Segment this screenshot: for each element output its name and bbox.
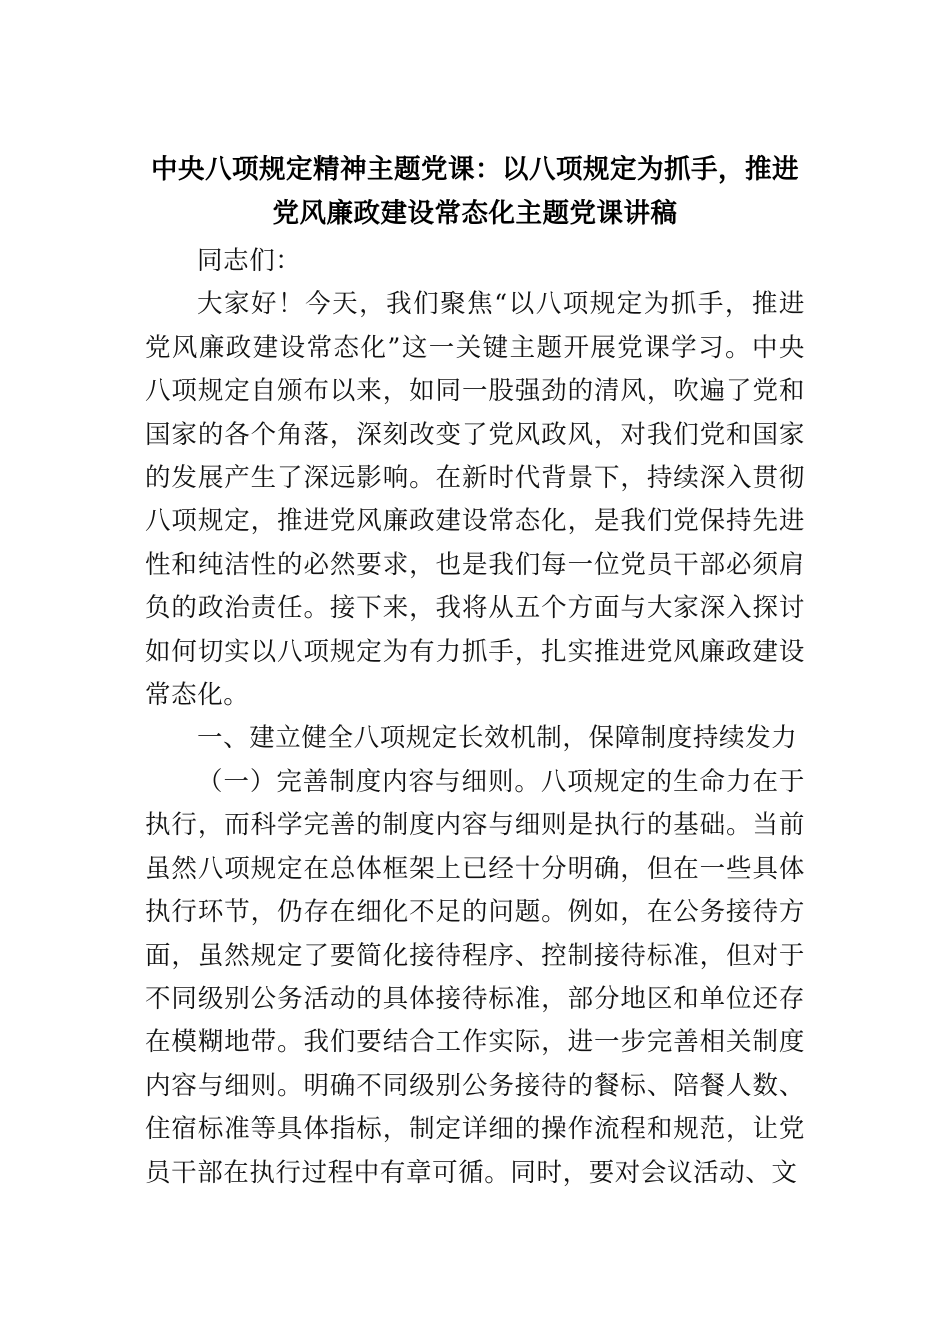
section-heading: 一、建立健全八项规定长效机制，保障制度持续发力 — [197, 723, 798, 754]
subsection-paragraph: （一）完善制度内容与细则。八项规定的生命力在于执行，而科学完善的制度内容与细则是执行的基础。当前虽然八项规定在总体框架上已经十分明确，但在一些具体执行环节，仍存在细化不足的问题。例如，在公务接待方面，虽然规定了要简化接待程序、控制接待标准，但对于不同级别公务活动的具体接待标准，部分地区和单位还存在模糊地带。我们要结合工作实际，进一步完善相关制度内容与细则。明确不同级别公务接待的餐标、陪餐人数、住宿标准等具体指标，制定详细的操作流程和规范，让党员干部在执行过程中有章可循。同时，要对会议活动、文 — [145, 766, 805, 1188]
salutation-paragraph: 同志们： — [197, 246, 302, 276]
intro-paragraph: 大家好！今天，我们聚焦“以八项规定为抓手，推进党风廉政建设常态化”这一关键主题开展党课学习。中央八项规定自颁布以来，如同一股强劲的清风，吹遍了党和国家的各个角落，深刻改变了党风政风，对我们党和国家的发展产生了深远影响。在新时代背景下，持续深入贯彻八项规定，推进党风廉政建设常态化，是我们党保持先进性和纯洁性的必然要求，也是我们每一位党员干部必须肩负的政治责任。接下来，我将从五个方面与大家深入探讨如何切实以八项规定为有力抓手，扎实推进党风廉政建设常态化。 — [145, 289, 805, 711]
document-title: 中央八项规定精神主题党课：以八项规定为抓手，推进党风廉政建设常态化主题党课讲稿 — [151, 154, 799, 229]
document-body — [145, 240, 805, 1195]
